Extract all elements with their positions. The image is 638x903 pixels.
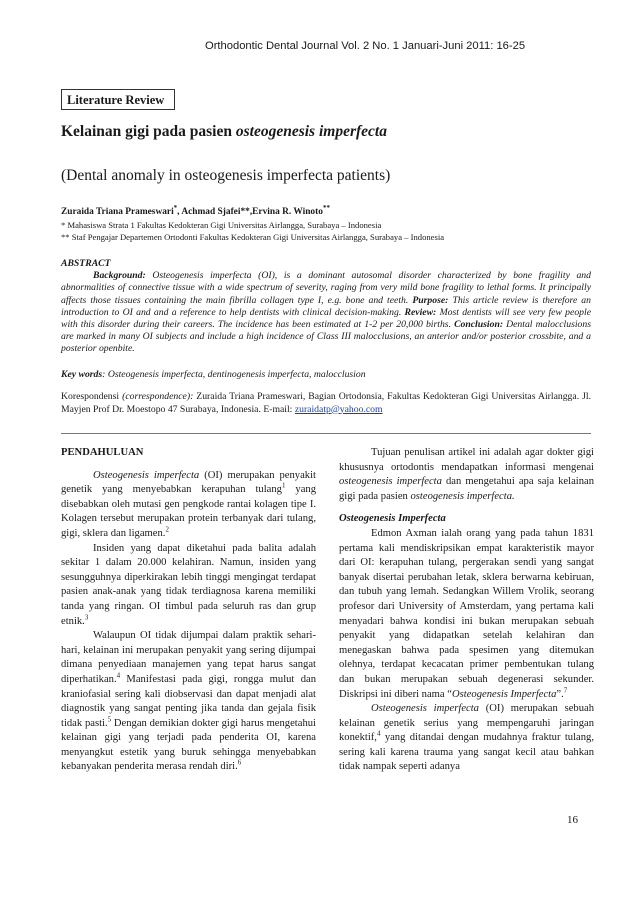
abstract-body [61,270,591,355]
section-heading-pendahuluan: PENDAHULUAN [61,447,144,458]
right-column [339,446,594,775]
abstract [61,258,591,356]
author-1: Zuraida Triana Prameswari [61,207,174,217]
section-heading-oi [339,512,594,527]
affiliation-2: ** Staf Pengajar Departemen Ortodonti Fakultas Kedokteran Gigi Universitas Airlangga, Surabaya – Indonesia [61,232,445,242]
italic-term: Osteogenesis Imperfecta [451,688,557,700]
paragraph [61,629,316,775]
author-line [61,203,330,217]
email-link[interactable]: zuraidatp@yahoo.com [294,403,383,415]
paragraph [61,469,316,542]
abstract-purpose-text: This article review is therefore an introduction to OI and and a reference to help dentists with clinical decision-making. [61,294,591,318]
title-italic: osteogenesis imperfecta [235,123,387,140]
correspondence-text: Zuraida Triana Prameswari, Bagian Ortodonsia, Fakultas Kedokteran Gigi Universitas Airlangga. Jl. Mayjen Prof Dr. Moestopo 47 Surabaya, Indonesia. E-mail: [61,391,591,415]
abstract-purpose-label: Purpose: [412,294,449,306]
italic-term: Osteogenesis imperfecta [93,469,200,481]
italic-term: osteogenesis imperfecta. [410,490,515,502]
correspondence [61,391,591,416]
citation-mark: 4 [376,729,381,738]
divider-rule [61,433,591,434]
citation-mark: 7 [563,685,568,694]
keywords-text: : Osteogenesis imperfecta, dentinogenesis imperfecta, malocclusion [102,369,366,380]
text-span: ”. [556,688,564,700]
paragraph [339,702,594,775]
keywords [61,369,591,380]
abstract-review-label: Review: [404,306,437,318]
affiliation-1: * Mahasiswa Strata 1 Fakultas Kedokteran Gigi Universitas Airlangga, Surabaya – Indonesia [61,220,382,230]
text-span: Manifestasi pada gigi, rongga mulut dan kraniofasial sering kali diobservasi dan dapat menjadi alat diagnostik yang sangat penting jika tanda dan gejala fisik tidak pasti. [61,673,316,729]
text-span: Dengan demikian dokter gigi harus mengetahui kelainan gigi yang terjadi pada penderita OI, karena menyangkut estetik yang buruk sehingga menyebabkan kebanyakan penderita merasa rendah diri. [61,717,316,773]
author-1-mark: * [173,203,178,212]
article-title [61,123,387,141]
italic-term: Osteogenesis imperfecta [371,703,479,715]
abstract-heading: ABSTRACT [61,258,111,269]
citation-mark: 6 [237,758,242,767]
text-span: yang disebabkan oleh mutasi gen pengkode rantai kolagen tipe I. Kolagen tersebut merupakan protein terbanyak dari tulang, gigi, sklera dan ligamen. [61,484,317,539]
italic-term: osteogenesis imperfecta [339,476,442,488]
paragraph [339,527,594,702]
heading-text: Osteogenesis Imperfecta [339,513,446,525]
title-plain: Kelainan gigi pada pasien [61,123,236,140]
text-span: Edmon Axman ialah orang yang pada tahun 1831 pertama kali mendiskripsikan empat karakteristik mayor dari OI: kerapuhan tulang, pergerakan sendi yang sangat banyak disertai perubahan letak, sklera berwarna kebiruan, dan tubuh yang lemah. Sedangkan Willem Vrolik, seorang profesor dari University of Amsterdam, yang pertama kali menyadari bahwa kondisi ini bukan merupakan sebuah penyakit yang didapatkan setelah kelahiran dan menegaskan bahwa pada spesimen yang ditemukan olehnya, terdapat kecacatan primer pembentukan tulang dan bukan merupakan sebuah degenerasi sekunder. Diskripsi ini diberi nama “ [339,527,594,700]
article-subtitle: (Dental anomaly in osteogenesis imperfecta patients) [61,167,391,184]
citation-mark: 2 [165,525,169,534]
running-header: Orthodontic Dental Journal Vol. 2 No. 1 Januari-Juni 2011: 16-25 [205,40,526,52]
author-2-3: , Achmad Sjafei**,Ervina R. Winoto [177,207,323,217]
paragraph [339,446,594,504]
text-span: (OI) merupakan penyakit genetik yang menyebabkan kerapuhan tulang [61,469,316,496]
citation-mark: 3 [84,613,89,621]
paragraph [61,542,316,630]
text-span: (OI) merupakan sebuah kelainan genetik serius yang mempengaruhi jaringan konektif, [339,703,594,744]
citation-mark: 5 [107,715,112,724]
abstract-conclusion-label: Conclusion: [454,319,504,331]
text-span: yang ditandai dengan mudahnya fraktur tulang, sering kali karena trauma yang sangat kecil atau bahkan tidak nampak seperti adanya [339,732,594,773]
text-span: dan mengetahui apa saja kelainan gigi pada pasien [339,476,595,502]
abstract-background-label: Background: [93,270,146,282]
text-span: Insiden yang dapat diketahui pada balita adalah sekitar 1 dalam 20.000 kelahiran. Namun, insiden yang sesungguhnya diperkirakan lebih tinggi mengingat terdapat pasien anak-anak yang tidak terdiagnosa karena memiliki tanda yang ringan. OI timbul pada seluruh ras dan grup etnik. [61,542,316,627]
text-span: Tujuan penulisan artikel ini adalah agar dokter gigi khususnya ortodontis mendapatkan informasi mengenai [339,447,594,473]
abstract-conclusion-text: Dental malocclusions are marked in many OI subjects and include a high incidence of Class III malocclusions, an anterior and/or posterior crossbite, and a posterior openbite. [61,319,591,355]
correspondence-label-italic: (correspondence): [122,391,194,402]
abstract-background-text: Osteogenesis imperfecta (OI), is a dominant autosomal disorder characterized by bone fragility and abnormalities of connective tissue with a wide spectrum of severity, raging from very mild bone fragility to lethal forms. It principally affects those tissues containing the main fibrilla collagen type I, e.g. bone and teeth. [61,270,591,306]
citation-mark: 1 [281,481,286,490]
section-label-box: Literature Review [61,89,175,110]
abstract-review-text: Most dentists will see very few people with this disorder during their careers. The incidence has been estimated at 1-2 per 20,000 births. [61,306,591,331]
author-3-mark: ** [322,203,330,212]
left-column [61,446,316,775]
correspondence-label: Korespondensi [61,391,123,402]
text-span: Walaupun OI tidak dijumpai dalam praktik sehari-hari, kelainan ini merupakan penyakit yang sering dijumpai dimana penyediaan manajemen yang tepat harus sangat diperhatikan. [61,630,316,685]
page-number: 16 [567,814,578,826]
keywords-label: Key words [61,369,103,380]
citation-mark: 4 [116,671,121,680]
